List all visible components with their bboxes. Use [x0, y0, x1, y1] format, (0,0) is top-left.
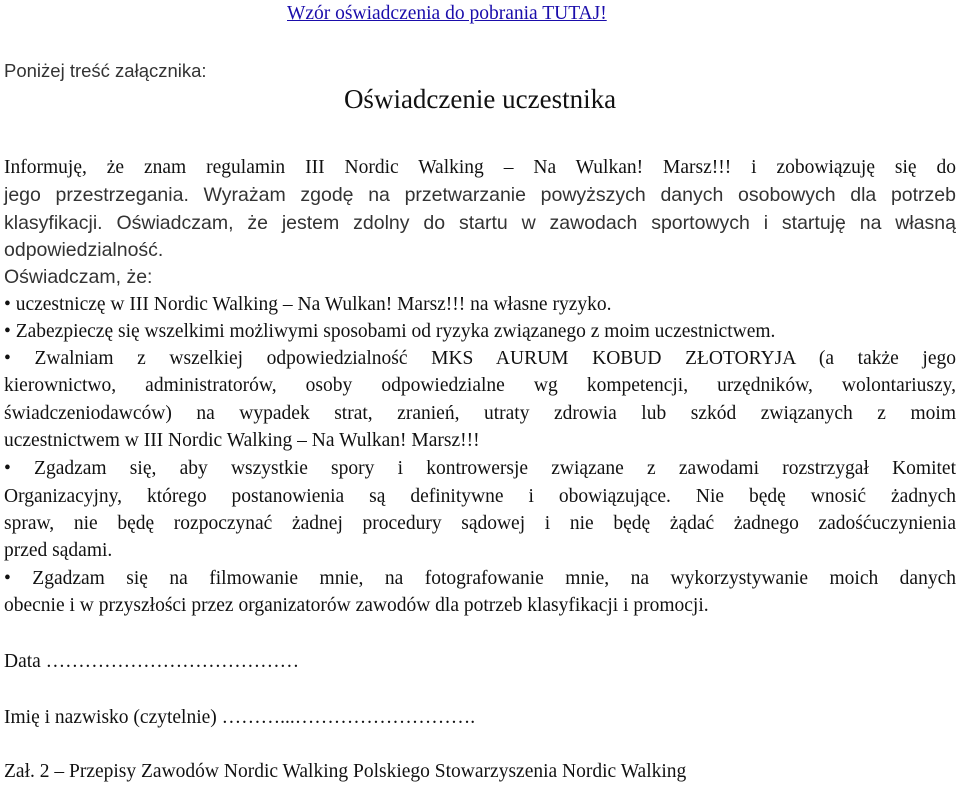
name-field-label: Imię i nazwisko (czytelnie) ………...………………………. — [4, 707, 476, 728]
bullet-1: • uczestniczę w III Nordic Walking – Na Wulkan! Marsz!!! na własne ryzyko. — [4, 294, 612, 315]
bullet-3-line-4: uczestnictwem w III Nordic Walking – Na Wulkan! Marsz!!! — [4, 430, 480, 451]
bullet-3-line-3: świadczeniodawców) na wypadek strat, zranień, utraty zdrowia lub szkód związanych z moim — [4, 403, 956, 424]
body-line-3: klasyfikacji. Oświadczam, że jestem zdolny do startu w zawodach sportowych i startuję na własną — [4, 212, 956, 234]
download-link[interactable]: Wzór oświadczenia do pobrania TUTAJ! — [287, 3, 607, 24]
bullet-4-line-3: spraw, nie będę rozpoczynać żadnej procedury sądowej i nie będę żądać żadnego zadośćuczynienia — [4, 513, 956, 534]
statement-heading: Oświadczam, że: — [4, 266, 153, 288]
bullet-3-line-2: kierownictwo, administratorów, osoby odpowiedzialne wg kompetencji, urzędników, wolontariuszy, — [4, 375, 956, 396]
bullet-2: • Zabezpieczę się wszelkimi możliwymi sposobami od ryzyka związanego z moim uczestnictwem. — [4, 321, 776, 342]
body-line-1: Informuję, że znam regulamin III Nordic Walking – Na Wulkan! Marsz!!! i zobowiązuję się do — [4, 157, 956, 178]
bullet-4-line-2: Organizacyjny, którego postanowienia są definitywne i obowiązujące. Nie będę wnosić żadnych — [4, 486, 956, 507]
bullet-4-line-1: • Zgadzam się, aby wszystkie spory i kontrowersje związane z zawodami rozstrzygał Komitet — [4, 458, 956, 479]
body-line-2: jego przestrzegania. Wyrażam zgodę na przetwarzanie powyższych danych osobowych dla potrzeb — [4, 184, 956, 206]
page-title: Oświadczenie uczestnika — [343, 84, 617, 114]
bullet-4-line-4: przed sądami. — [4, 540, 113, 561]
bullet-5-line-2: obecnie i w przyszłości przez organizatorów zawodów dla potrzeb klasyfikacji i promocji. — [4, 595, 709, 616]
intro-text: Poniżej treść załącznika: — [4, 60, 207, 81]
attachment-note: Zał. 2 – Przepisy Zawodów Nordic Walking Polskiego Stowarzyszenia Nordic Walking — [4, 761, 687, 782]
body-line-4: odpowiedzialność. — [4, 239, 164, 261]
date-field-label: Data ………………………………… — [4, 651, 300, 672]
bullet-5-line-1: • Zgadzam się na filmowanie mnie, na fotografowanie mnie, na wykorzystywanie moich danych — [4, 568, 956, 589]
bullet-3-line-1: • Zwalniam z wszelkiej odpowiedzialność MKS AURUM KOBUD ZŁOTORYJA (a także jego — [4, 348, 956, 369]
